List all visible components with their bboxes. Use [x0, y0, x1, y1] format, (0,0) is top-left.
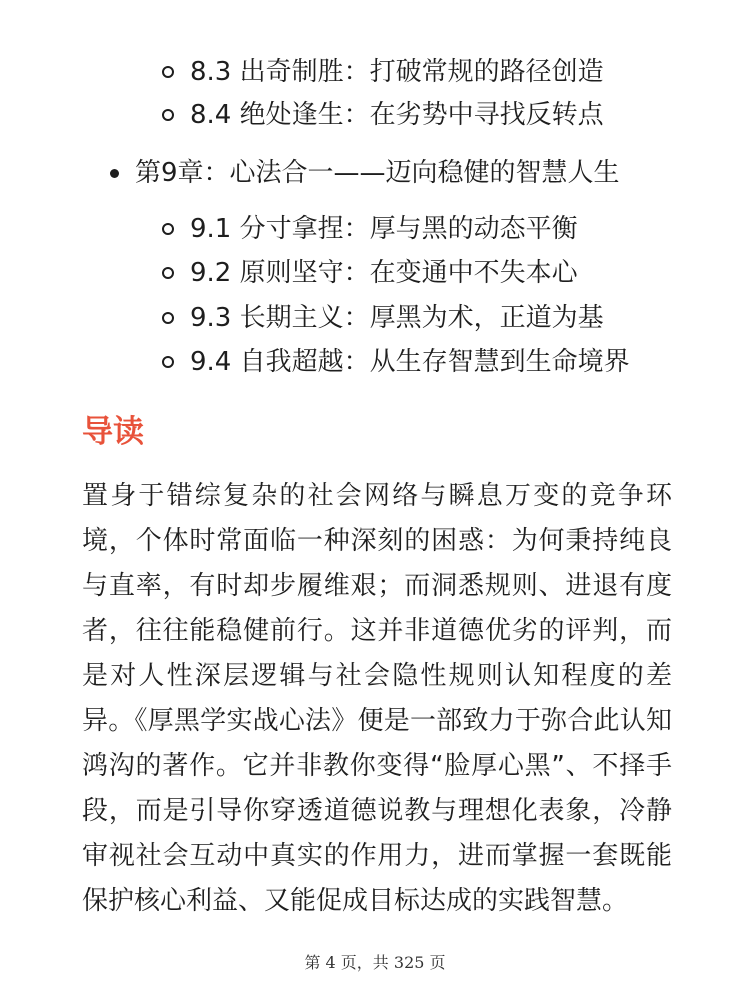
- circle-bullet-icon: [162, 66, 174, 78]
- toc-item: [162, 303, 604, 333]
- toc-item-text: 9.2 原则坚守：在变通中不失本心: [190, 258, 578, 288]
- circle-bullet-icon: [162, 109, 174, 121]
- intro-paragraph: 置身于错综复杂的社会网络与瞬息万变的竞争环境，个体时常面临一种深刻的困惑：为何秉持纯良与直率，有时却步履维艰；而洞悉规则、进退有度者，往往能稳健前行。这并非道德优劣的评判，而是对人性深层逻辑与社会隐性规则认知程度的差异。《厚黑学实战心法》便是一部致力于弥合此认知鸿沟的著作。它并非教你变得“脸厚心黑”、不择手段，而是引导你穿透道德说教与理想化表象，冷静审视社会互动中真实的作用力，进而掌握一套既能保护核心利益、又能促成目标达成的实践智慧。: [82, 481, 672, 916]
- toc-chapter-text: 第9章：心法合一——迈向稳健的智慧人生: [135, 158, 620, 188]
- toc-item-text: 9.4 自我超越：从生存智慧到生命境界: [190, 347, 630, 377]
- toc-item-text: 8.4 绝处逢生：在劣势中寻找反转点: [190, 100, 604, 130]
- circle-bullet-icon: [162, 312, 174, 324]
- circle-bullet-icon: [162, 267, 174, 279]
- toc-item: [162, 347, 630, 377]
- circle-bullet-icon: [162, 223, 174, 235]
- disc-bullet-icon: [110, 169, 119, 178]
- toc-item: [162, 214, 578, 244]
- toc-chapter-item: [110, 158, 620, 188]
- toc-item: [162, 258, 578, 288]
- toc-item-text: 8.3 出奇制胜：打破常规的路径创造: [190, 57, 604, 87]
- section-heading: 导读: [82, 414, 144, 450]
- toc-item: [162, 100, 604, 130]
- circle-bullet-icon: [162, 356, 174, 368]
- toc-item: [162, 57, 604, 87]
- toc-item-text: 9.3 长期主义：厚黑为术，正道为基: [190, 303, 604, 333]
- page-number: 第 4 页，共 325 页: [304, 953, 446, 972]
- toc-item-text: 9.1 分寸拿捏：厚与黑的动态平衡: [190, 214, 578, 244]
